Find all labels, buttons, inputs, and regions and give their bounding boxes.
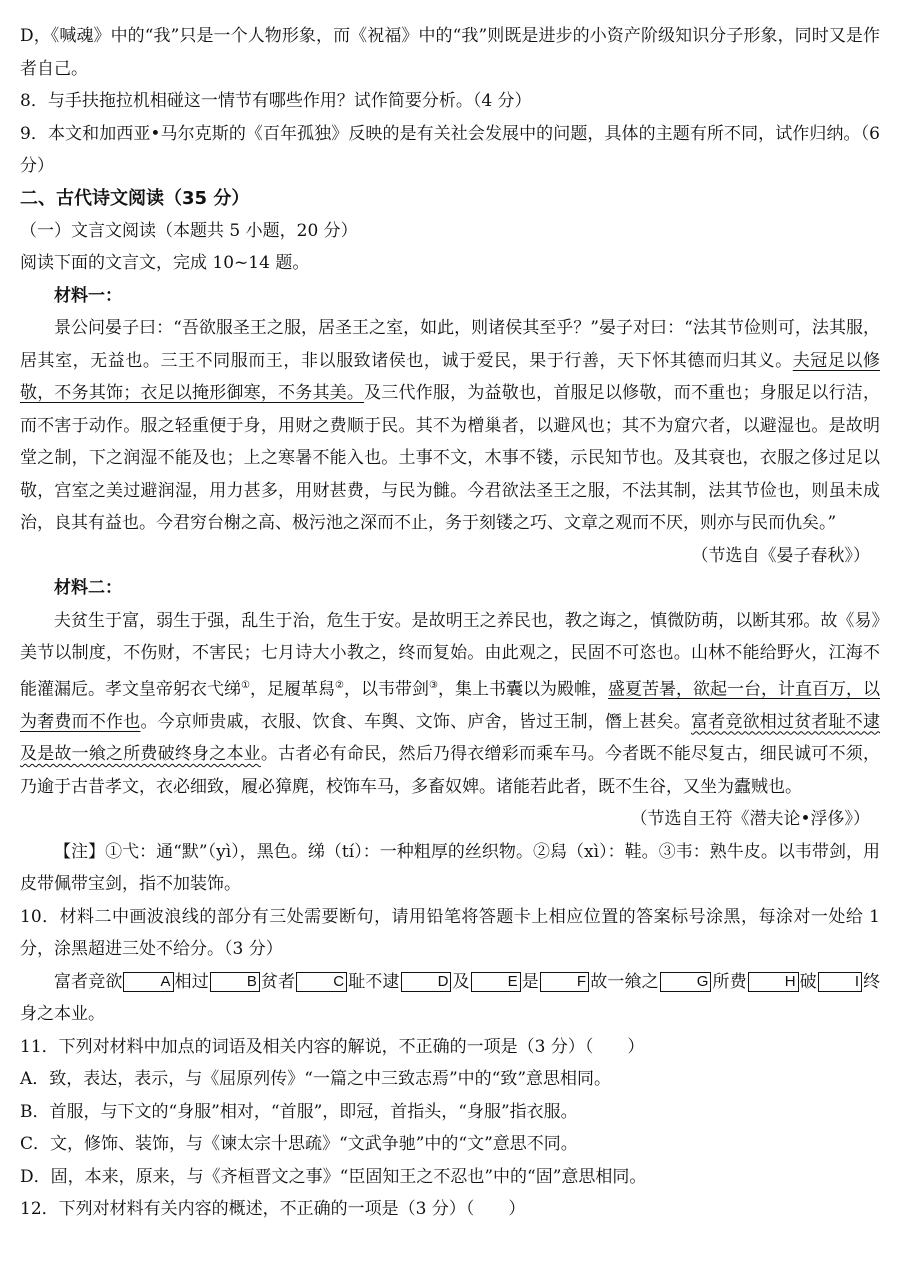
material-2-text-b: ，足履革舄 — [250, 679, 336, 700]
material-2-source: （节选自王符《潜夫论•浮侈》） — [630, 809, 870, 830]
material-1-source: （节选自《晏子春秋》） — [691, 545, 870, 566]
annotation-note: 【注】①弋：通“默”（yì），黑色。绨（tí）：一种粗厚的丝织物。②舄（xì）：鞋。③韦：熟牛皮。以韦带剑，用皮带佩带宝剑，指不加装饰。 — [20, 841, 880, 895]
answer-label-box-e[interactable]: E — [471, 972, 521, 992]
material-2-text-f: 。今京师贵戚，衣服、饮食、车舆、文饰、庐舍，皆过王制，僭上甚矣。 — [140, 711, 691, 732]
q11-option-c: C．文，修饰、装饰，与《谏太宗十思疏》“文武争驰”中的“文”意思不同。 — [20, 1134, 578, 1155]
answer-label-box-b[interactable]: B — [210, 972, 260, 992]
question-8: 8．与手扶拖拉机相碰这一情节有哪些作用？试作简要分析。（4 分） — [20, 91, 532, 111]
q11-option-d: D．固，本来，原来，与《齐桓晋文之事》“臣固知王之不忍也”中的“固”意思相同。 — [20, 1166, 647, 1187]
material-2-text-c: ，以韦带剑 — [343, 679, 429, 700]
material-2-text-d: ，集上书囊以为殿帷， — [437, 679, 608, 700]
answer-label-box-d[interactable]: D — [401, 972, 452, 992]
material-1-text-a: 景公问晏子曰：“吾欲服圣王之服，居圣王之室，如此，则诸侯其至乎？”晏子对曰：“法其节俭则可，法其服，居其室，无益也。三王不同服而王，非以服致诸侯也，诚于爱民，果于行善，天下怀其德而归其义。 — [20, 318, 880, 371]
answer-label-box-a[interactable]: A — [123, 972, 173, 992]
answer-segment: 及 — [452, 971, 470, 992]
question-11-stem: 11．下列对材料中加点的词语及相关内容的解说，不正确的一项是（3 分）（ ） — [20, 1036, 645, 1057]
question-12: 12．下列对材料有关内容的概述，不正确的一项是（3 分）（ ） — [20, 1199, 526, 1220]
question-9: 9．本文和加西亚•马尔克斯的《百年孤独》反映的是有关社会发展中的问题，具体的主题有所不同，试作归纳。（6 分） — [20, 123, 880, 176]
reading-instruction: 阅读下面的文言文，完成 10~14 题。 — [20, 253, 310, 273]
answer-segment: 终身之本业。 — [20, 971, 881, 1025]
note-marker-2: ② — [335, 679, 344, 691]
document-page — [20, 20, 880, 1226]
q11-option-b: B．首服，与下文的“身服”相对，“首服”，即冠，首指头，“身服”指衣服。 — [20, 1101, 578, 1122]
material-1-text — [20, 312, 880, 540]
answer-segment: 破 — [799, 971, 817, 992]
wavy-line-sentence: 富者竞欲相过贫者耻不逮及是故一飨之所费破终身之本业 — [20, 711, 881, 765]
answer-segment: 所费 — [712, 971, 747, 992]
answer-label-row — [20, 966, 880, 1031]
answer-segment: 相过 — [174, 971, 209, 992]
underlined-sentence: 夫冠足以修敬，不务其饰；衣足以掩形御寒，不务其美。 — [20, 350, 880, 403]
material-2-text — [20, 605, 880, 804]
material-1-title: 材料一： — [54, 285, 122, 306]
underlined-sentence-2: 盛夏苦暑，欲起一台，计直百万，以为奢费而不作也 — [20, 679, 881, 732]
question-10: 10．材料二中画波浪线的部分有三处需要断句，请用铅笔将答题卡上相应位置的答案标号涂黑，每涂对一处给 1 分，涂黑超进三处不给分。（3 分） — [20, 906, 880, 960]
answer-label-box-h[interactable]: H — [748, 972, 799, 992]
answer-label-box-c[interactable]: C — [296, 972, 347, 992]
subsection-heading: （一）文言文阅读（本题共 5 小题，20 分） — [20, 220, 358, 241]
answer-segment: 贫者 — [260, 971, 296, 992]
answer-label-box-i[interactable]: I — [818, 972, 862, 992]
note-marker-1: ① — [241, 679, 250, 691]
answer-segment: 富者竞欲 — [54, 971, 123, 992]
q7-option-d: D，《喊魂》中的“我”只是一个人物形象，而《祝福》中的“我”则既是进步的小资产阶级知识分子形象，同时又是作者自己。 — [20, 26, 880, 79]
note-marker-3: ③ — [429, 679, 438, 691]
q11-option-a: A．致，表达，表示，与《屈原列传》“一篇之中三致志焉”中的“致”意思相同。 — [20, 1069, 612, 1090]
answer-segment: 耻不逮 — [348, 971, 400, 992]
section-heading: 二、古代诗文阅读（35 分） — [20, 187, 250, 209]
material-2-text-a: 夫贫生于富，弱生于强，乱生于治，危生于安。是故明王之养民也，教之诲之，慎微防萌，以断其邪。故《易》美节以制度，不伤财，不害民；七月诗大小教之，终而复始。由此观之，民固不可恣也。山林不能给野火，江海不能灌漏卮。孝文皇帝躬衣弋绨 — [20, 610, 880, 700]
material-2-text-h: 。古者必有命民，然后乃得衣缯彩而乘车马。今者既不能尽复古，细民诚可不须，乃逾于古昔孝文，衣必细致，履必獐麂，校饰车马，多畜奴婢。诸能若此者，既不生谷，又坐为蠹贼也。 — [20, 744, 881, 797]
answer-label-box-g[interactable]: G — [660, 972, 712, 992]
material-1-text-c: 及三代作服，为益敬也，首服足以修敬，而不重也；身服足以行洁，而不害于动作。服之轻重便于身，用财之费顺于民。其不为橧巢者，以避风也；其不为窟穴者，以避湿也。是故明堂之制，下之润湿不能及也；上之寒暑不能入也。土事不文，木事不镂，示民知节也。及其衰也，衣服之侈过足以敬，宫室之美过避润湿，用力甚多，用财甚费，与民为雠。今君欲法圣王之服，不法其制，法其节俭也，则虽未成治，良其有益也。今君穷台榭之高、极污池之深而不止，务于刻镂之巧、文章之观而不厌，则亦与民而仇矣。” — [20, 383, 881, 533]
answer-segment: 是 — [521, 971, 539, 992]
material-2-title: 材料二： — [54, 578, 122, 598]
answer-label-box-f[interactable]: F — [540, 972, 589, 992]
answer-segment: 故一飨之 — [590, 971, 659, 992]
